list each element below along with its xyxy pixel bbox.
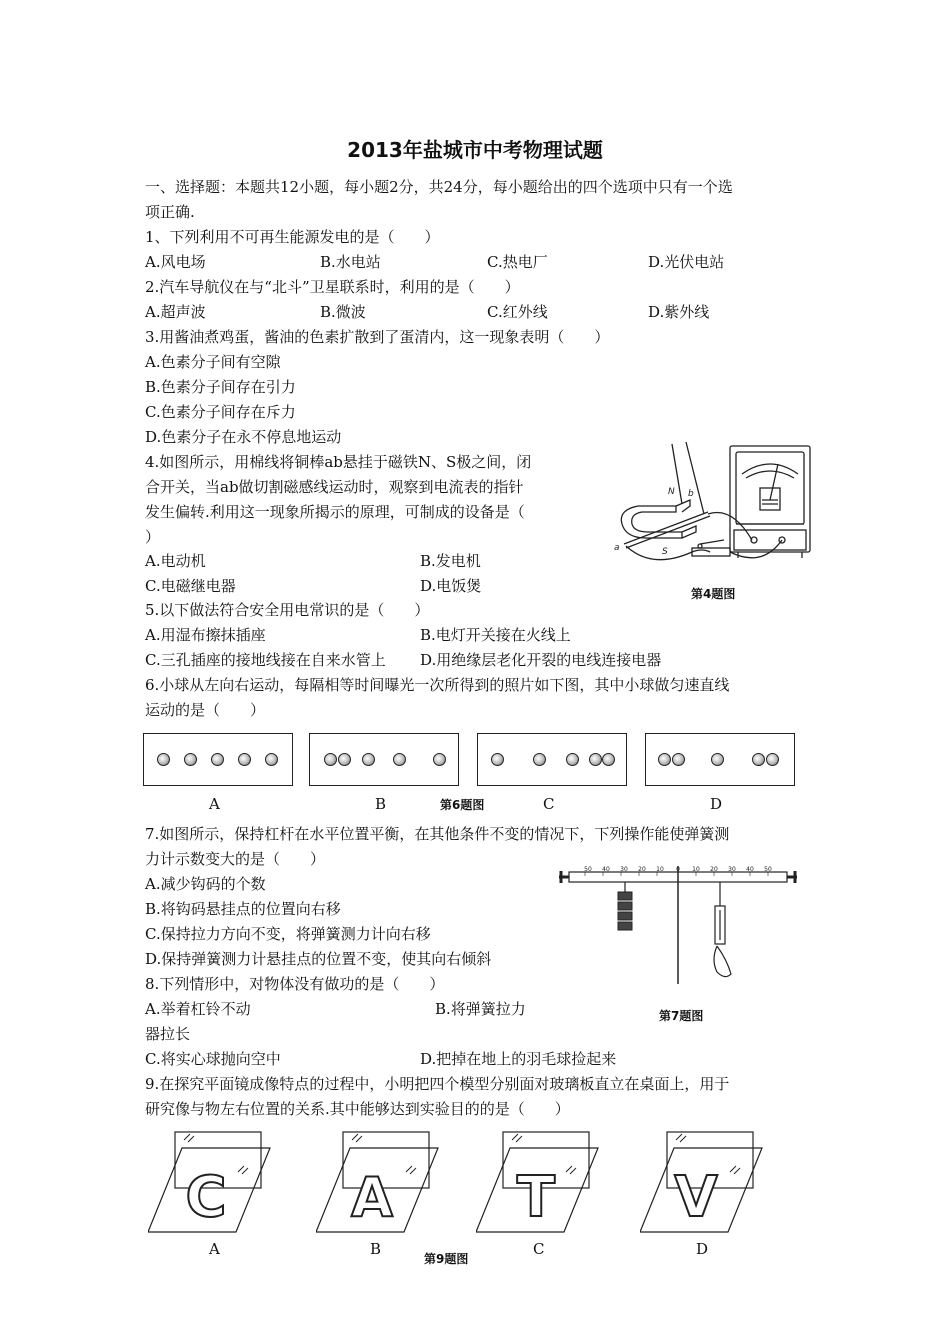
figure-4-label-a: a xyxy=(614,543,620,553)
figure-6-label-b: B xyxy=(375,795,387,813)
question-7-line1: 7.如图所示，保持杠杆在水平位置平衡，在其他条件不变的情况下，下列操作能使弹簧测 xyxy=(145,825,730,843)
question-2-option-d: D.紫外线 xyxy=(648,303,710,321)
question-4-option-c: C.电磁继电器 xyxy=(145,577,236,595)
lever-tick-label: 40 xyxy=(602,866,610,873)
question-3-option-c: C.色素分子间存在斥力 xyxy=(145,403,296,421)
question-8-option-a: A.举着杠铃不动 xyxy=(145,1000,251,1018)
question-3-option-a: A.色素分子间有空隙 xyxy=(145,353,281,371)
ball xyxy=(362,753,375,766)
question-3-stem: 3.用酱油煮鸡蛋，酱油的色素扩散到了蛋清内，这一现象表明（ ） xyxy=(145,328,610,346)
ball xyxy=(658,753,671,766)
question-5-stem: 5.以下做法符合安全用电常识的是（ ） xyxy=(145,601,430,619)
ball xyxy=(157,753,170,766)
section-intro-line2: 项正确. xyxy=(145,203,195,221)
question-8-option-b-continued: 器拉长 xyxy=(145,1025,191,1043)
lever-tick-label: 10 xyxy=(692,866,700,873)
ball xyxy=(211,753,224,766)
ball xyxy=(766,753,779,766)
figure-6-label-a: A xyxy=(209,795,220,813)
ball xyxy=(338,753,351,766)
ball xyxy=(589,753,602,766)
page-title: 2013年盐城市中考物理试题 xyxy=(347,138,603,162)
figure-9-model-a xyxy=(148,1128,274,1238)
question-1-option-c: C.热电厂 xyxy=(487,253,548,271)
ball xyxy=(265,753,278,766)
question-2-stem: 2.汽车导航仪在与“北斗”卫星联系时，利用的是（ ） xyxy=(145,278,520,296)
ball xyxy=(533,753,546,766)
figure-9-label-d: D xyxy=(696,1240,709,1258)
model-letter-v: V xyxy=(674,1165,718,1230)
question-7-line2: 力计示数变大的是（ ） xyxy=(145,850,326,868)
question-4-line4: ） xyxy=(145,528,161,546)
ball xyxy=(566,753,579,766)
ball xyxy=(602,753,615,766)
question-9-line2: 研究像与物左右位置的关系.其中能够达到实验目的的是（ ） xyxy=(145,1100,570,1118)
question-5-option-b: B.电灯开关接在火线上 xyxy=(420,626,571,644)
lever-tick-label: 30 xyxy=(620,866,628,873)
question-9-line1: 9.在探究平面镜成像特点的过程中，小明把四个模型分别面对玻璃板直立在桌面上，用于 xyxy=(145,1075,730,1093)
question-4-option-d: D.电饭煲 xyxy=(420,577,482,595)
question-5-option-a: A.用湿布擦抹插座 xyxy=(145,626,266,644)
figure-6-box-a xyxy=(143,733,293,786)
ball xyxy=(711,753,724,766)
question-2-option-b: B.微波 xyxy=(320,303,366,321)
question-2-option-a: A.超声波 xyxy=(145,303,206,321)
figure-4-caption: 第4题图 xyxy=(691,587,736,601)
question-7-option-d: D.保持弹簧测力计悬挂点的位置不变，使其向右倾斜 xyxy=(145,950,492,968)
lever-tick-label: 20 xyxy=(638,866,646,873)
section-intro-line1: 一、选择题：本题共12小题，每小题2分，共24分，每小题给出的四个选项中只有一个选 xyxy=(145,178,733,196)
figure-4-diagram xyxy=(612,440,822,580)
question-3-option-b: B.色素分子间存在引力 xyxy=(145,378,296,396)
ball xyxy=(433,753,446,766)
question-4-option-b: B.发电机 xyxy=(420,552,481,570)
ball xyxy=(393,753,406,766)
figure-9-caption: 第9题图 xyxy=(424,1252,469,1266)
figure-9-model-d xyxy=(640,1128,766,1238)
figure-7-caption: 第7题图 xyxy=(659,1009,704,1023)
question-8-option-b: B.将弹簧拉力 xyxy=(435,1000,526,1018)
figure-9-model-c xyxy=(476,1128,602,1238)
figure-4-label-n: N xyxy=(668,487,675,497)
figure-4-label-s: S xyxy=(662,547,668,557)
question-7-option-c: C.保持拉力方向不变，将弹簧测力计向右移 xyxy=(145,925,431,943)
figure-6-label-d: D xyxy=(710,795,723,813)
figure-6-box-b xyxy=(309,733,459,786)
figure-9-label-c: C xyxy=(533,1240,545,1258)
question-4-line2: 合开关，当ab做切割磁感线运动时，观察到电流表的指针 xyxy=(145,478,524,496)
ball xyxy=(672,753,685,766)
question-5-option-d: D.用绝缘层老化开裂的电线连接电器 xyxy=(420,651,662,669)
question-1-option-d: D.光伏电站 xyxy=(648,253,725,271)
ball xyxy=(324,753,337,766)
question-6-line2: 运动的是（ ） xyxy=(145,701,266,719)
lever-tick-label: 30 xyxy=(728,866,736,873)
question-5-option-c: C.三孔插座的接地线接在自来水管上 xyxy=(145,651,386,669)
model-letter-c: C xyxy=(185,1165,227,1230)
ball xyxy=(491,753,504,766)
lever-tick-label: 40 xyxy=(746,866,754,873)
question-2-option-c: C.红外线 xyxy=(487,303,548,321)
ball xyxy=(752,753,765,766)
figure-7-diagram xyxy=(555,862,800,992)
question-4-option-a: A.电动机 xyxy=(145,552,206,570)
figure-4-label-b: b xyxy=(688,489,694,499)
ball xyxy=(184,753,197,766)
question-1-stem: 1、下列利用不可再生能源发电的是（ ） xyxy=(145,228,440,246)
lever-tick-label: 20 xyxy=(710,866,718,873)
lever-tick-label: 50 xyxy=(584,866,592,873)
lever-tick-label: 10 xyxy=(656,866,664,873)
question-1-option-a: A.风电场 xyxy=(145,253,206,271)
question-4-line3: 发生偏转.利用这一现象所揭示的原理，可制成的设备是（ xyxy=(145,503,525,521)
question-3-option-d: D.色素分子在永不停息地运动 xyxy=(145,428,342,446)
question-8-option-d: D.把掉在地上的羽毛球捡起来 xyxy=(420,1050,617,1068)
figure-6-label-c: C xyxy=(543,795,555,813)
figure-6-box-d xyxy=(645,733,795,786)
figure-9-label-b: B xyxy=(370,1240,382,1258)
lever-tick-label: 50 xyxy=(764,866,772,873)
question-8-stem: 8.下列情形中，对物体没有做功的是（ ） xyxy=(145,975,445,993)
question-8-option-c: C.将实心球抛向空中 xyxy=(145,1050,281,1068)
question-7-option-a: A.减少钩码的个数 xyxy=(145,875,266,893)
figure-6-caption: 第6题图 xyxy=(440,798,485,812)
model-letter-t: T xyxy=(516,1165,556,1230)
model-letter-a: A xyxy=(351,1166,393,1229)
lever-tick-label: 0 xyxy=(676,866,680,873)
question-1-option-b: B.水电站 xyxy=(320,253,381,271)
question-4-line1: 4.如图所示，用棉线将铜棒ab悬挂于磁铁N、S极之间，闭 xyxy=(145,453,532,471)
figure-6-box-c xyxy=(477,733,627,786)
ball xyxy=(238,753,251,766)
figure-9-label-a: A xyxy=(209,1240,220,1258)
figure-9-model-b xyxy=(316,1128,442,1238)
question-6-line1: 6.小球从左向右运动，每隔相等时间曝光一次所得到的照片如下图，其中小球做匀速直线 xyxy=(145,676,730,694)
question-7-option-b: B.将钩码悬挂点的位置向右移 xyxy=(145,900,341,918)
